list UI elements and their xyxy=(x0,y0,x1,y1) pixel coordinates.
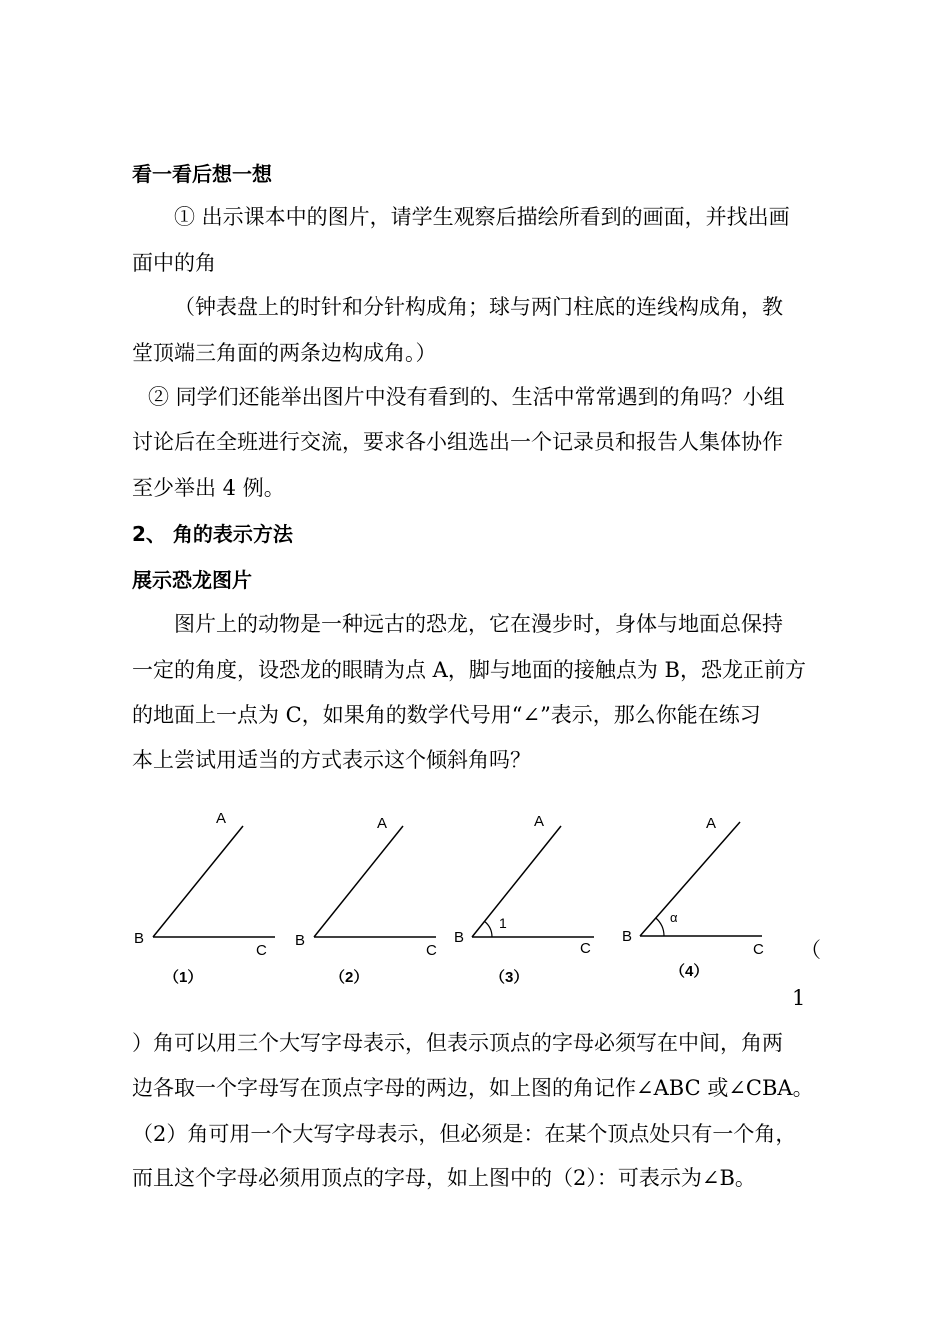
angle-diagram-1 xyxy=(134,810,275,986)
paragraph-line: （2）角可用一个大写字母表示，但必须是：在某个顶点处只有一个角， xyxy=(132,1122,797,1146)
diagram-caption: （1） xyxy=(164,969,203,986)
paren-open: （ xyxy=(800,938,821,962)
label-c: C xyxy=(753,941,764,958)
angle-figure xyxy=(0,800,950,1000)
label-a: A xyxy=(216,810,227,827)
section-heading: 看一看后想一想 xyxy=(132,162,272,186)
paragraph-line: ② 同学们还能举出图片中没有看到的、生活中常常遇到的角吗？小组 xyxy=(148,385,785,409)
diagram-caption: （4） xyxy=(670,963,709,980)
label-b: B xyxy=(295,932,306,949)
ray-ba xyxy=(314,826,403,937)
paragraph-line: 讨论后在全班进行交流，要求各小组选出一个记录员和报告人集体协作 xyxy=(132,430,783,454)
angle-diagram-3 xyxy=(454,813,594,986)
paragraph-line: 的地面上一点为 C，如果角的数学代号用“∠”表示，那么你能在练习 xyxy=(132,703,761,727)
label-b: B xyxy=(454,929,465,946)
angle-arc xyxy=(656,918,664,936)
paragraph-line: ）角可以用三个大写字母表示，但表示顶点的字母必须写在中间，角两 xyxy=(132,1031,783,1055)
list-number: 1 xyxy=(792,986,806,1010)
label-b: B xyxy=(622,928,633,945)
paragraph-line: 本上尝试用适当的方式表示这个倾斜角吗？ xyxy=(132,748,531,772)
angle-label: α xyxy=(670,910,678,925)
paragraph-line: ① 出示课本中的图片，请学生观察后描绘所看到的画面，并找出画 xyxy=(174,205,790,229)
angle-diagram-4 xyxy=(622,815,764,980)
label-c: C xyxy=(256,942,267,959)
angle-arc xyxy=(485,921,493,937)
ray-ba xyxy=(153,826,243,937)
label-a: A xyxy=(377,815,388,832)
paragraph-line: 图片上的动物是一种远古的恐龙，它在漫步时，身体与地面总保持 xyxy=(174,612,783,636)
label-c: C xyxy=(580,940,591,957)
angle-diagram-2 xyxy=(295,815,437,986)
paragraph-line: 边各取一个字母写在顶点字母的两边，如上图的角记作∠ABC 或∠CBA。 xyxy=(132,1076,814,1100)
paragraph-line: 至少举出 4 例。 xyxy=(132,476,285,500)
section-subheading: 展示恐龙图片 xyxy=(132,568,252,592)
paragraph-line: 一定的角度，设恐龙的眼睛为点 A，脚与地面的接触点为 B，恐龙正前方 xyxy=(132,658,806,682)
ray-ba xyxy=(472,826,561,937)
paragraph-line: 而且这个字母必须用顶点的字母，如上图中的（2）：可表示为∠B。 xyxy=(132,1166,756,1190)
section-heading: 2、 角的表示方法 xyxy=(132,522,293,546)
angle-label: 1 xyxy=(499,915,507,931)
diagram-caption: （3） xyxy=(490,969,529,986)
label-c: C xyxy=(426,942,437,959)
label-a: A xyxy=(534,813,545,830)
ray-ba xyxy=(640,822,740,936)
label-a: A xyxy=(706,815,717,832)
paragraph-line: （钟表盘上的时针和分针构成角；球与两门柱底的连线构成角，教 xyxy=(174,295,783,319)
paragraph-line: 面中的角 xyxy=(132,251,216,275)
paragraph-line: 堂顶端三角面的两条边构成角。） xyxy=(132,341,437,365)
diagram-caption: （2） xyxy=(330,969,369,986)
label-b: B xyxy=(134,930,145,947)
